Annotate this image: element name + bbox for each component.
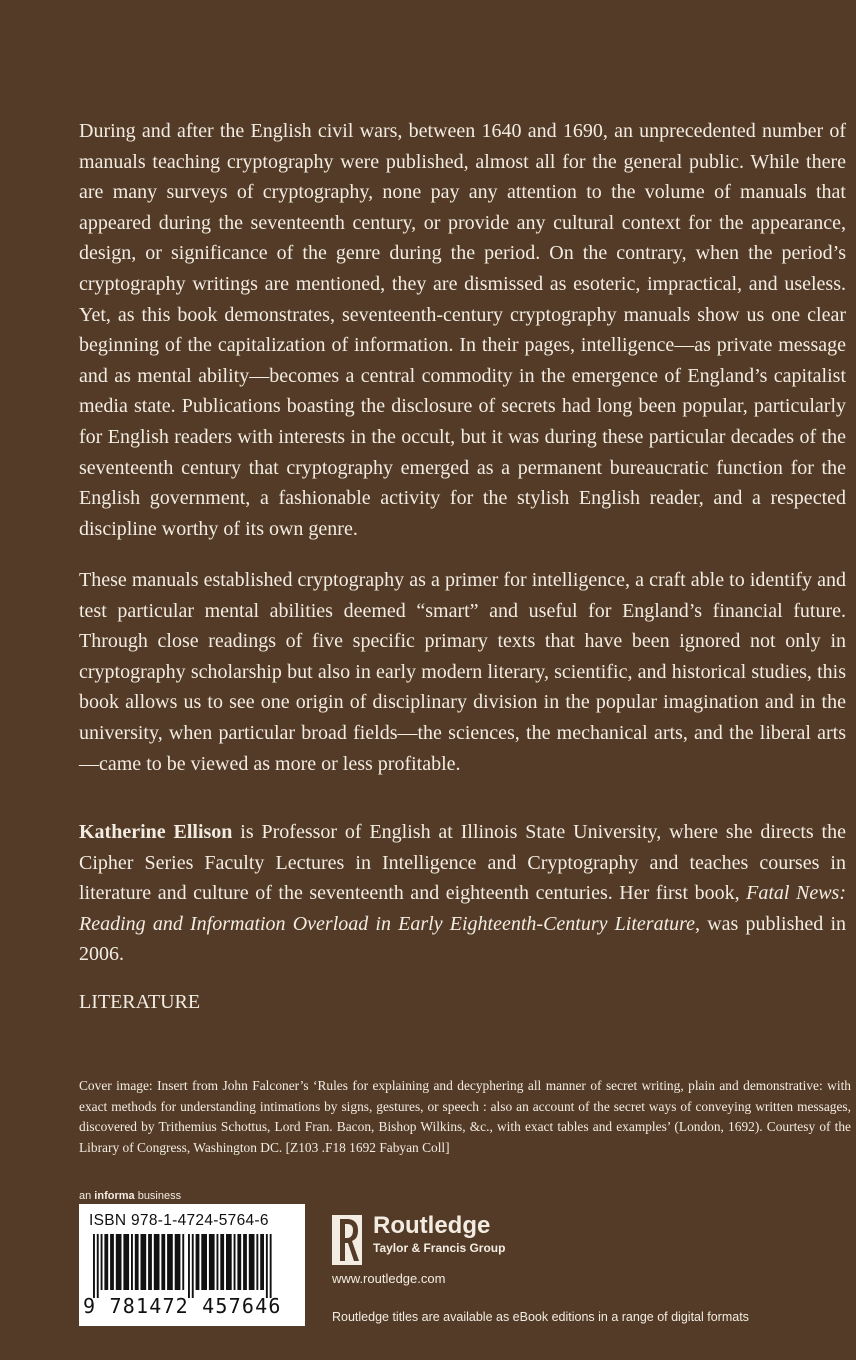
barcode-bars (93, 1234, 293, 1298)
informa-bold: informa (94, 1190, 135, 1202)
barcode-bar (161, 1234, 165, 1290)
barcode-bar (93, 1234, 95, 1298)
author-bio (79, 817, 846, 970)
isbn-barcode (79, 1204, 305, 1326)
routledge-logo-icon (332, 1215, 362, 1265)
barcode-bar (97, 1234, 99, 1298)
informa-suffix: business (134, 1190, 182, 1202)
barcode-bar (270, 1234, 272, 1298)
barcode-bar (220, 1234, 224, 1290)
author-bio-text-2: , was published in 2006. (79, 912, 846, 966)
publisher-group: Taylor & Francis Group (373, 1241, 506, 1255)
publisher-logo (373, 1212, 505, 1256)
informa-business-label (79, 1190, 181, 1202)
barcode-bar (196, 1234, 200, 1290)
author-name: Katherine Ellison (79, 821, 233, 843)
barcode-bar (131, 1234, 133, 1290)
barcode-bar (182, 1234, 184, 1290)
barcode-bar (101, 1234, 103, 1290)
barcode-bar (188, 1234, 190, 1298)
subject-category: LITERATURE (79, 991, 201, 1013)
barcode-bar (154, 1234, 160, 1290)
informa-prefix: an (79, 1190, 95, 1202)
barcode-bar (110, 1234, 114, 1290)
barcode-bar (116, 1234, 122, 1290)
barcode-bar (141, 1234, 147, 1290)
barcode-bar (256, 1234, 258, 1290)
barcode-bar (175, 1234, 181, 1290)
barcode-bar (217, 1234, 219, 1290)
barcode-bar (226, 1234, 232, 1290)
barcode-bar (201, 1234, 207, 1290)
barcode-bar (260, 1234, 264, 1290)
barcode-bar (243, 1234, 247, 1290)
barcode-bar (167, 1234, 173, 1290)
blurb-paragraph-2: These manuals established cryptography as a primer for intelligence, a craft able to identify and test particular mental abilities deemed “smart” and useful for England’s financial future. Through close readings of five specific primary texts that have been ignored not only in cryptography scholarship but also in early modern literary, scientific, and historical studies, this book allows us to see one origin of disciplinary division in the popular imagination and in the university, when particular broad fields—the sciences, the mechanical arts, and the liberal arts—came to be viewed as more or less profitable. (79, 569, 846, 775)
barcode-bar (135, 1234, 139, 1290)
barcode-bar (123, 1234, 129, 1290)
barcode-bar (104, 1234, 108, 1290)
author-bio-text-1: is Professor of English at Illinois State University, where she directs the Cipher Series Faculty Lectures in Intelligence and Cryptography and teaches courses in literature and culture of the seventeenth and eighteenth centuries. Her first book, (79, 821, 846, 905)
barcode-digits: 9 781472 457646 (83, 1294, 282, 1318)
barcode-bar (249, 1234, 255, 1290)
barcode-bar (266, 1234, 268, 1298)
isbn-label: ISBN 978-1-4724-5764-6 (89, 1212, 269, 1229)
barcode-bar (192, 1234, 194, 1298)
cover-image-credit: Cover image: Insert from John Falconer’s ‘Rules for explaining and decyphering all manner of secret writing, plain and demonstrative: with exact methods for understanding intimations by signs, gestures, or speech : also an account of the secret ways of conveying written messages, discovered by Trithemius Schottus, Lord Fran. Bacon, Bishop Wilkins, &c., with exact tables and examples’ (London, 1692). Courtesy of the Library of Congress, Washington DC. [Z103 .F18 1692 Fabyan Coll] (79, 1078, 851, 1155)
previous-book-title: Fatal News: Reading and Information Overload in Early Eighteenth-Century Literature (79, 882, 846, 935)
barcode-bar (148, 1234, 152, 1290)
barcode-bar (237, 1234, 241, 1290)
publisher-name: Routledge (373, 1212, 491, 1239)
barcode-bar (209, 1234, 215, 1290)
publisher-website: www.routledge.com (332, 1271, 446, 1286)
barcode-bar (234, 1234, 236, 1290)
blurb-paragraph-1: During and after the English civil wars, between 1640 and 1690, an unprecedented number of manuals teaching cryptography were published, almost all for the general public. While there are many surveys of cryptography, none pay any attention to the volume of manuals that appeared during the seventeenth century, or provide any cultural context for the appearance, design, or significance of the genre during the period. On the contrary, when the period’s cryptography writings are mentioned, they are dismissed as esoteric, impractical, and useless. Yet, as this book demonstrates, seventeenth-century cryptography manuals show us one clear beginning of the capitalization of information. In their pages, intelligence—as private message and as mental ability—becomes a central commodity in the emergence of England’s capitalist media state. Publications boasting the disclosure of secrets had long been popular, particularly for English readers with interests in the occult, but it was during these particular decades of the seventeenth century that cryptography emerged as a permanent bureaucratic function for the English government, a fashionable activity for the stylish English reader, and a respected discipline worthy of its own genre. (79, 120, 846, 540)
ebook-availability-note: Routledge titles are available as eBook editions in a range of digital formats (332, 1310, 749, 1324)
